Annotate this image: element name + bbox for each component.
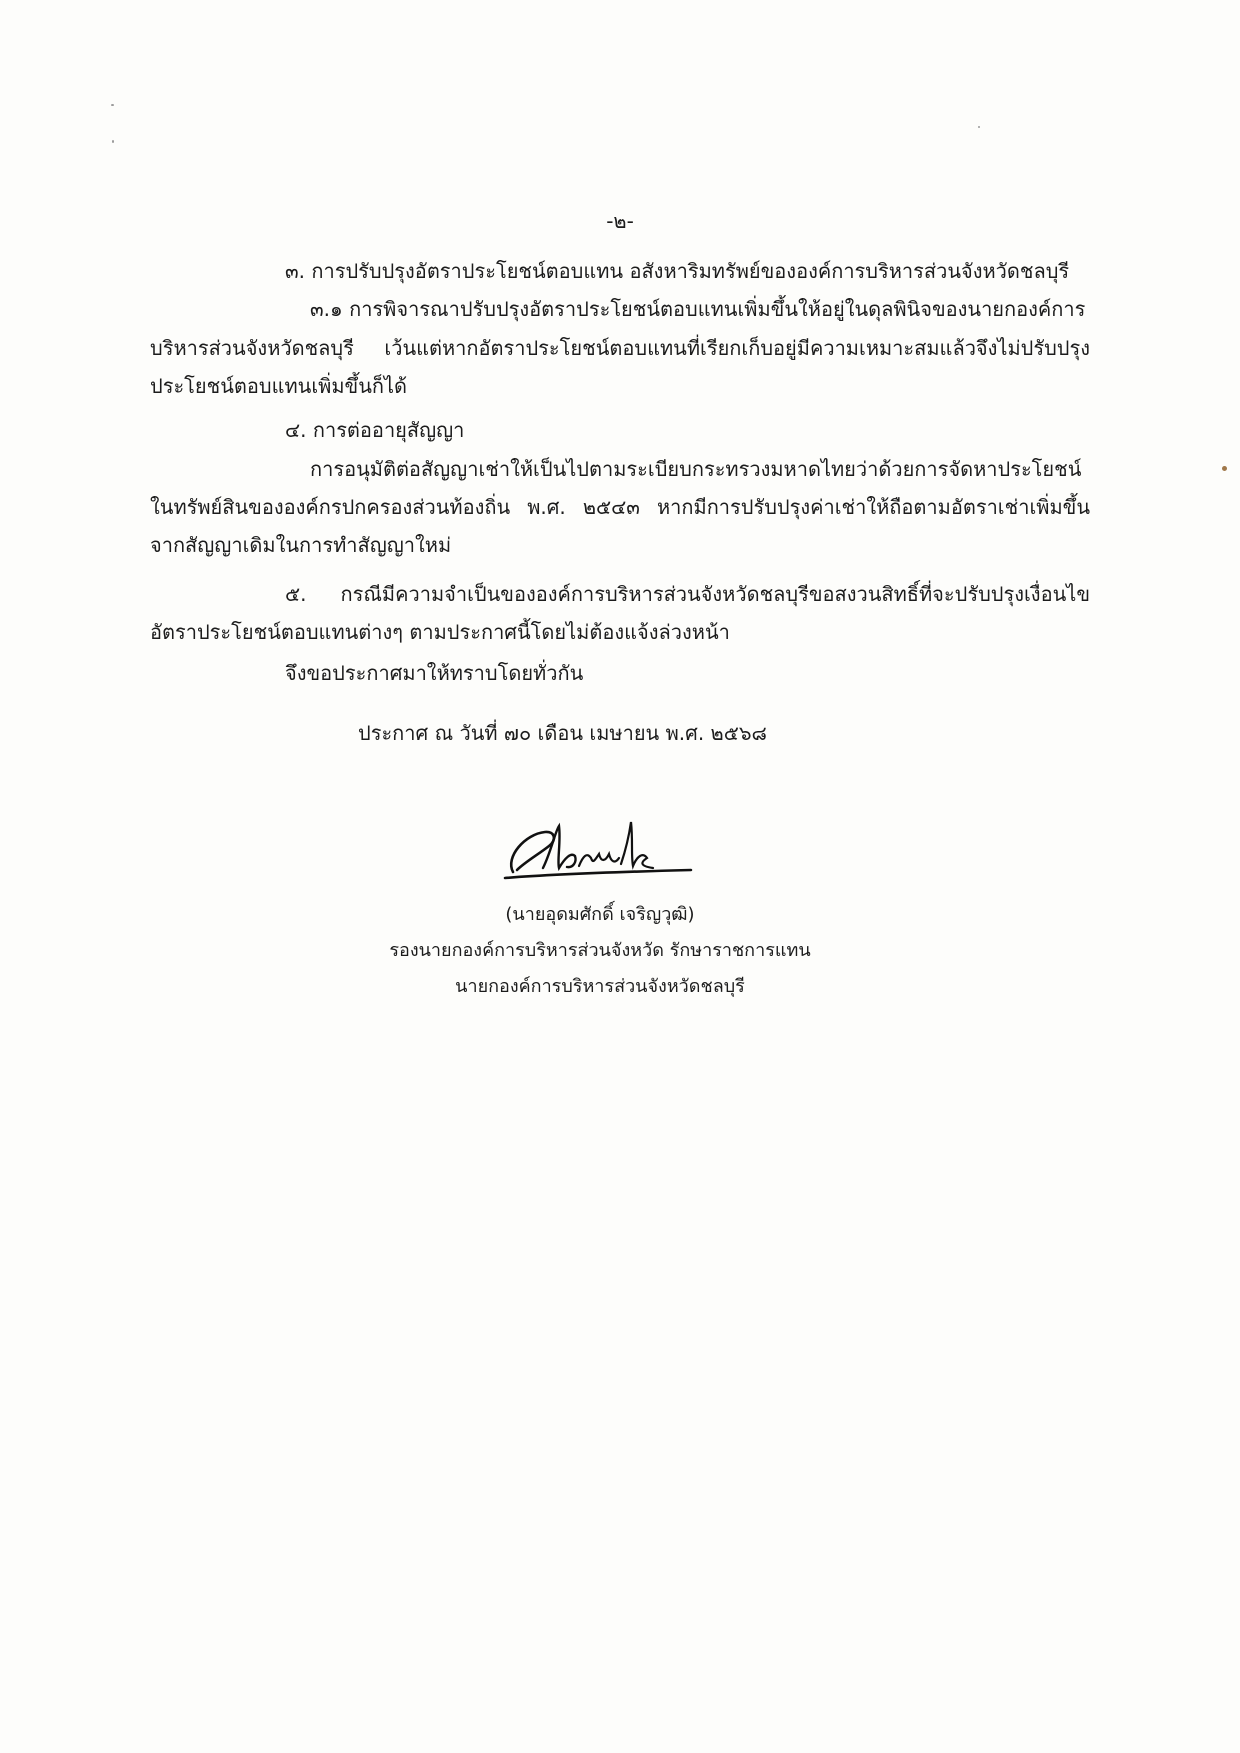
section-5-body: ๕. กรณีมีความจำเป็นขององค์การบริหารส่วนจังหวัดชลบุรีขอสงวนสิทธิ์ที่จะปรับปรุงเงื่อนไขอัตราประโยชน์ตอบแทนต่างๆ ตามประกาศนี้โดยไม่ต้องแจ้งล่วงหน้า [150, 582, 1090, 644]
signatory-position: รองนายกองค์การบริหารส่วนจังหวัด รักษาราชการแทน [389, 940, 811, 961]
signatory-name: (นายอุดมศักดิ์ เจริญวุฒิ) [505, 904, 695, 925]
closing-statement: จึงขอประกาศมาให้ทราบโดยทั่วกัน [285, 661, 584, 685]
scan-speck [1222, 466, 1227, 471]
section-4-heading: ๔. การต่ออายุสัญญา [285, 418, 465, 442]
section-3-1-first-line: ๓.๑ การพิจารณาปรับปรุงอัตราประโยชน์ตอบแทนเพิ่มขึ้นให้อยู่ในดุลพินิจของนายกองค์การ [310, 297, 1086, 321]
scan-speck [112, 140, 114, 143]
section-3-heading: ๓. การปรับปรุงอัตราประโยชน์ตอบแทน อสังหาริมทรัพย์ขององค์การบริหารส่วนจังหวัดชลบุรี [285, 259, 1070, 283]
section-3-1-continued: บริหารส่วนจังหวัดชลบุรี เว้นแต่หากอัตราประโยชน์ตอบแทนที่เรียกเก็บอยู่มีความเหมาะสมแล้วจึงไม่ปรับปรุงประโยชน์ตอบแทนเพิ่มขึ้นก็ได้ [150, 336, 1090, 398]
section-4-body: การอนุมัติต่อสัญญาเช่าให้เป็นไปตามระเบียบกระทรวงมหาดไทยว่าด้วยการจัดหาประโยชน์ในทรัพย์สินขององค์กรปกครองส่วนท้องถิ่น พ.ศ. ๒๕๔๓ หากมีการปรับปรุงค่าเช่าให้ถือตามอัตราเช่าเพิ่มขึ้นจากสัญญาเดิมในการทำสัญญาใหม่ [150, 457, 1090, 557]
scan-speck [111, 104, 114, 106]
page-number: -๒- [606, 209, 634, 233]
handwritten-signature [495, 812, 695, 892]
signatory-acting-for: นายกองค์การบริหารส่วนจังหวัดชลบุรี [455, 976, 745, 997]
announcement-date: ประกาศ ณ วันที่ ๗๐ เดือน เมษายน พ.ศ. ๒๕๖๘ [358, 721, 767, 745]
scan-speck [978, 126, 980, 128]
signatory-block [380, 897, 820, 1005]
